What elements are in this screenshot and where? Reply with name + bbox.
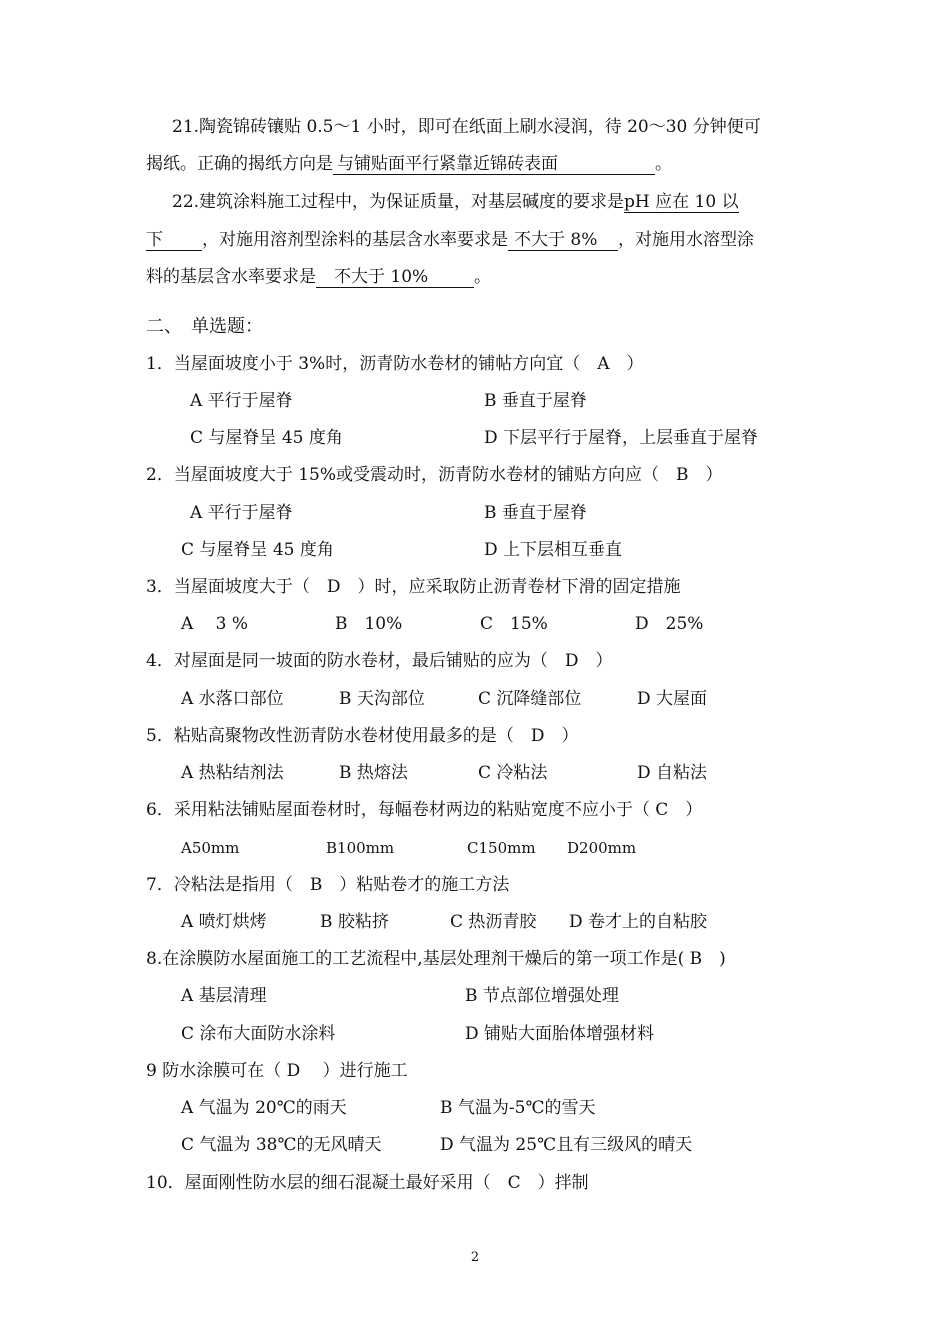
- q8-option-a: A 基层清理: [181, 986, 267, 1006]
- q21-text: 揭纸。正确的揭纸方向是: [146, 154, 333, 174]
- q5-option-a: A 热粘结剂法: [181, 763, 284, 783]
- q5-option-b: B 热熔法: [339, 763, 408, 783]
- q1-option-c: C 与屋脊呈 45 度角: [190, 428, 343, 448]
- q22-text3: 料的基层含水率要求是: [146, 267, 316, 287]
- q22-answer3: [316, 267, 474, 288]
- q2-option-a: A 平行于屋脊: [190, 503, 293, 523]
- q22-answer3-text: 不大于 10%: [334, 267, 429, 287]
- q6-option-d: D200mm: [567, 839, 637, 857]
- q2-option-b: B 垂直于屋脊: [484, 503, 587, 523]
- q7-option-d: D 卷才上的自粘胶: [569, 912, 708, 932]
- question-2-stem: 2．当屋面坡度大于 15%或受震动时，沥青防水卷材的铺贴方向应（ B ）: [146, 465, 723, 485]
- q22-answer2: [508, 230, 618, 251]
- question-6-stem: 6．采用粘法铺贴屋面卷材时，每幅卷材两边的粘贴宽度不应小于（ C ）: [146, 800, 703, 820]
- q22-end: 。: [474, 267, 491, 287]
- question-5-stem: 5．粘贴高聚物改性沥青防水卷材使用最多的是（ D ）: [146, 726, 579, 746]
- q8-option-c: C 涂布大面防水涂料: [181, 1024, 336, 1044]
- q9-option-a: A 气温为 20℃的雨天: [181, 1098, 347, 1118]
- q2-option-c: C 与屋脊呈 45 度角: [181, 540, 334, 560]
- q22-answer1a-text: pH 应在 10 以: [624, 192, 739, 212]
- q22-mid2: ，对施用水溶型涂: [618, 230, 754, 250]
- q3-option-c: C 15%: [480, 614, 548, 634]
- q22-answer1b: [146, 230, 202, 251]
- q5-option-d: D 自粘法: [637, 763, 708, 783]
- q4-option-c: C 沉降缝部位: [478, 689, 582, 709]
- q4-option-b: B 天沟部位: [339, 689, 425, 709]
- question-4-stem: 4．对屋面是同一坡面的防水卷材，最后铺贴的应为（ D ）: [146, 651, 613, 671]
- q9-option-b: B 气温为-5℃的雪天: [440, 1098, 596, 1118]
- q8-option-d: D 铺贴大面胎体增强材料: [465, 1024, 655, 1044]
- q22-line3: [146, 266, 491, 288]
- q21-answer: [333, 154, 655, 175]
- q22-mid1: ，对施用溶剂型涂料的基层含水率要求是: [202, 230, 508, 250]
- q6-option-a: A50mm: [181, 839, 240, 857]
- page-number: 2: [470, 1250, 480, 1265]
- q22-line1: [172, 191, 739, 213]
- q22-text: 22.建筑涂料施工过程中，为保证质量，对基层碱度的要求是: [172, 192, 625, 212]
- q6-option-b: B100mm: [326, 839, 395, 857]
- q3-option-a: A 3 %: [181, 614, 249, 634]
- question-8-stem: 8.在涂膜防水屋面施工的工艺流程中,基层处理剂干燥后的第一项工作是( B ): [146, 949, 726, 969]
- q21-answer-text: 与铺贴面平行紧靠近锦砖表面: [337, 154, 558, 174]
- q9-option-c: C 气温为 38℃的无风晴天: [181, 1135, 382, 1155]
- q21-line1: 21.陶瓷锦砖镶贴 0.5～1 小时，即可在纸面上刷水浸润，待 20～30 分钟便可: [172, 117, 761, 137]
- question-10-stem: 10．屋面刚性防水层的细石混凝土最好采用（ C ）拌制: [146, 1173, 589, 1193]
- q8-option-b: B 节点部位增强处理: [465, 986, 619, 1006]
- q22-answer1b-text: 下: [146, 230, 163, 250]
- q6-option-c: C150mm: [467, 839, 536, 857]
- q22-line2: [146, 229, 754, 251]
- question-7-stem: 7．冷粘法是指用（ B ）粘贴卷才的施工方法: [146, 875, 510, 895]
- q1-option-d: D 下层平行于屋脊，上层垂直于屋脊: [484, 428, 759, 448]
- section-title: 二、 单选题：: [146, 316, 263, 337]
- q22-answer1a: [624, 192, 739, 213]
- question-3-stem: 3．当屋面坡度大于（ D ）时，应采取防止沥青卷材下滑的固定措施: [146, 577, 681, 597]
- q7-option-c: C 热沥青胶: [450, 912, 537, 932]
- q4-option-a: A 水落口部位: [181, 689, 284, 709]
- q7-option-a: A 喷灯烘烤: [181, 912, 267, 932]
- q21-end: 。: [655, 154, 672, 174]
- q7-option-b: B 胶粘挤: [320, 912, 389, 932]
- question-9-stem: 9 防水涂膜可在（ D ）进行施工: [146, 1061, 408, 1081]
- q3-option-b: B 10%: [335, 614, 403, 634]
- q3-option-d: D 25%: [635, 614, 704, 634]
- q4-option-d: D 大屋面: [637, 689, 708, 709]
- q1-option-b: B 垂直于屋脊: [484, 391, 587, 411]
- q2-option-d: D 上下层相互垂直: [484, 540, 623, 560]
- q5-option-c: C 冷粘法: [478, 763, 548, 783]
- q21-line2: [146, 153, 672, 175]
- q9-option-d: D 气温为 25℃且有三级风的晴天: [440, 1135, 693, 1155]
- q22-answer2-text: 不大于 8%: [514, 230, 598, 250]
- q1-option-a: A 平行于屋脊: [190, 391, 293, 411]
- question-1-stem: 1．当屋面坡度小于 3%时，沥青防水卷材的铺帖方向宜（ A ）: [146, 354, 644, 374]
